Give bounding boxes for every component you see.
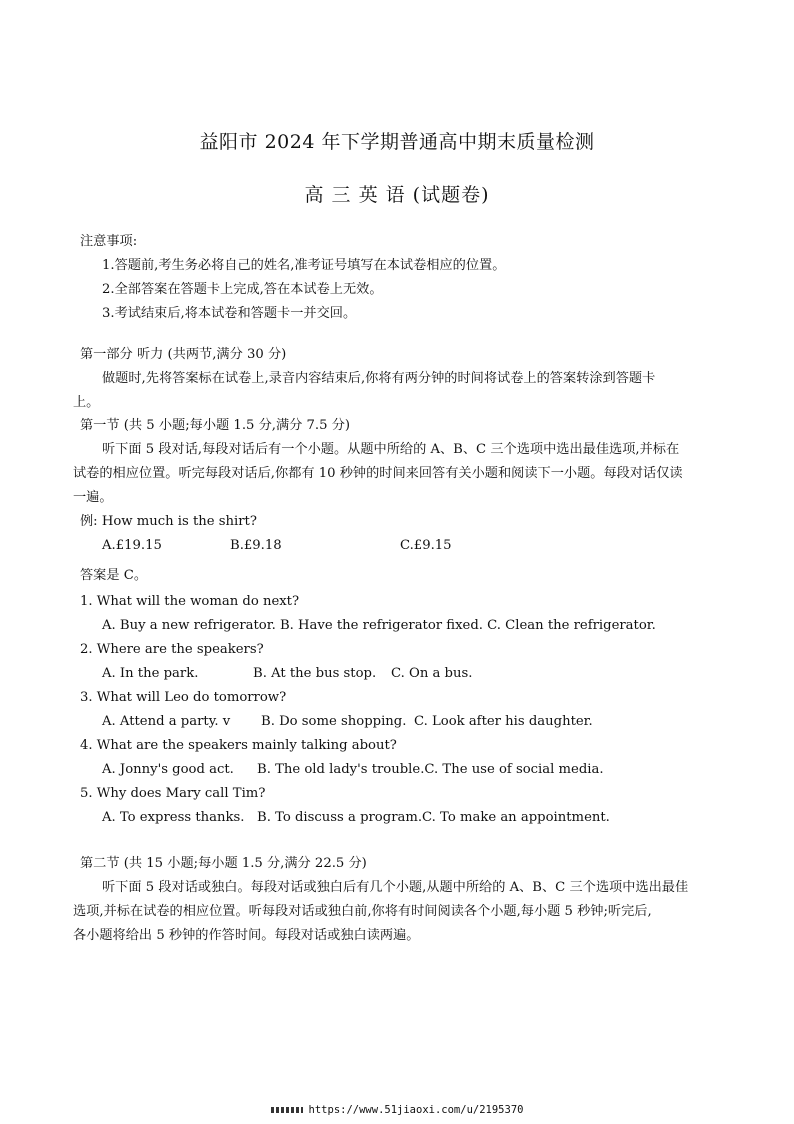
question-option: C. On a bus.: [391, 666, 473, 681]
part1-instruction: 做题时,先将答案标在试卷上,录音内容结束后,你将有两分钟的时间将试卷上的答案转涂到答题卡: [102, 371, 656, 386]
section2-instruction: 各小题将给出 5 秒钟的作答时间。每段对话或独白读两遍。: [73, 928, 420, 943]
question-1: 1. What will the woman do next?: [80, 594, 300, 609]
section2-instruction: 选项,并标在试卷的相应位置。听每段对话或独白前,你将有时间阅读各个小题,每小题 5 秒钟;听完后,: [73, 904, 652, 919]
example-option: A.£19.15: [102, 538, 162, 553]
question-option: A. Buy a new refrigerator. B. Have the refrigerator fixed. C. Clean the refrigerator.: [102, 618, 656, 633]
question-option: A. In the park.: [102, 666, 199, 681]
question-4: 4. What are the speakers mainly talking about?: [80, 738, 397, 753]
question-option: C. Look after his daughter.: [414, 714, 593, 729]
question-option: B. Do some shopping.: [261, 714, 407, 729]
question-option: A. To express thanks.: [102, 810, 245, 825]
example-question: 例: How much is the shirt?: [80, 514, 257, 529]
question-option: B. At the bus stop.: [253, 666, 377, 681]
section1-heading: 第一节 (共 5 小题;每小题 1.5 分,满分 7.5 分): [80, 418, 351, 433]
question-5: 5. Why does Mary call Tim?: [80, 786, 266, 801]
notice-heading: 注意事项:: [80, 234, 138, 249]
section1-instruction: 听下面 5 段对话,每段对话后有一个小题。从题中所给的 A、B、C 三个选项中选出最佳选项,并标在: [102, 442, 680, 457]
question-3: 3. What will Leo do tomorrow?: [80, 690, 287, 705]
notice-item: 3.考试结束后,将本试卷和答题卡一并交回。: [102, 306, 357, 321]
question-option: A. Jonny's good act.: [102, 762, 234, 777]
question-option: A. Attend a party. v: [102, 714, 231, 729]
question-option: B. The old lady's trouble.C. The use of social media.: [257, 762, 604, 777]
example-answer: 答案是 C。: [80, 568, 148, 583]
question-2: 2. Where are the speakers?: [80, 642, 264, 657]
footer: [0, 1104, 794, 1116]
site-logo-icon: [271, 1107, 303, 1113]
notice-item: 1.答题前,考生务必将自己的姓名,准考证号填写在本试卷相应的位置。: [102, 258, 506, 273]
section2-instruction: 听下面 5 段对话或独白。每段对话或独白后有几个小题,从题中所给的 A、B、C 三个选项中选出最佳: [102, 880, 689, 895]
example-option: C.£9.15: [400, 538, 452, 553]
part1-heading: 第一部分 听力 (共两节,满分 30 分): [80, 347, 287, 362]
section1-instruction: 一遍。: [73, 490, 113, 505]
example-option: B.£9.18: [230, 538, 282, 553]
exam-title: 益阳市 2024 年下学期普通高中期末质量检测: [199, 131, 595, 153]
footer-url-link[interactable]: https://www.51jiaoxi.com/u/2195370: [308, 1104, 524, 1116]
section2-heading: 第二节 (共 15 小题;每小题 1.5 分,满分 22.5 分): [80, 856, 367, 871]
exam-subtitle: 高 三 英 语 (试题卷): [304, 184, 490, 206]
question-option: B. To discuss a program.C. To make an appointment.: [257, 810, 610, 825]
notice-item: 2.全部答案在答题卡上完成,答在本试卷上无效。: [102, 282, 383, 297]
part1-instruction: 上。: [73, 395, 100, 410]
section1-instruction: 试卷的相应位置。听完每段对话后,你都有 10 秒钟的时间来回答有关小题和阅读下一小题。每段对话仅读: [73, 466, 683, 481]
